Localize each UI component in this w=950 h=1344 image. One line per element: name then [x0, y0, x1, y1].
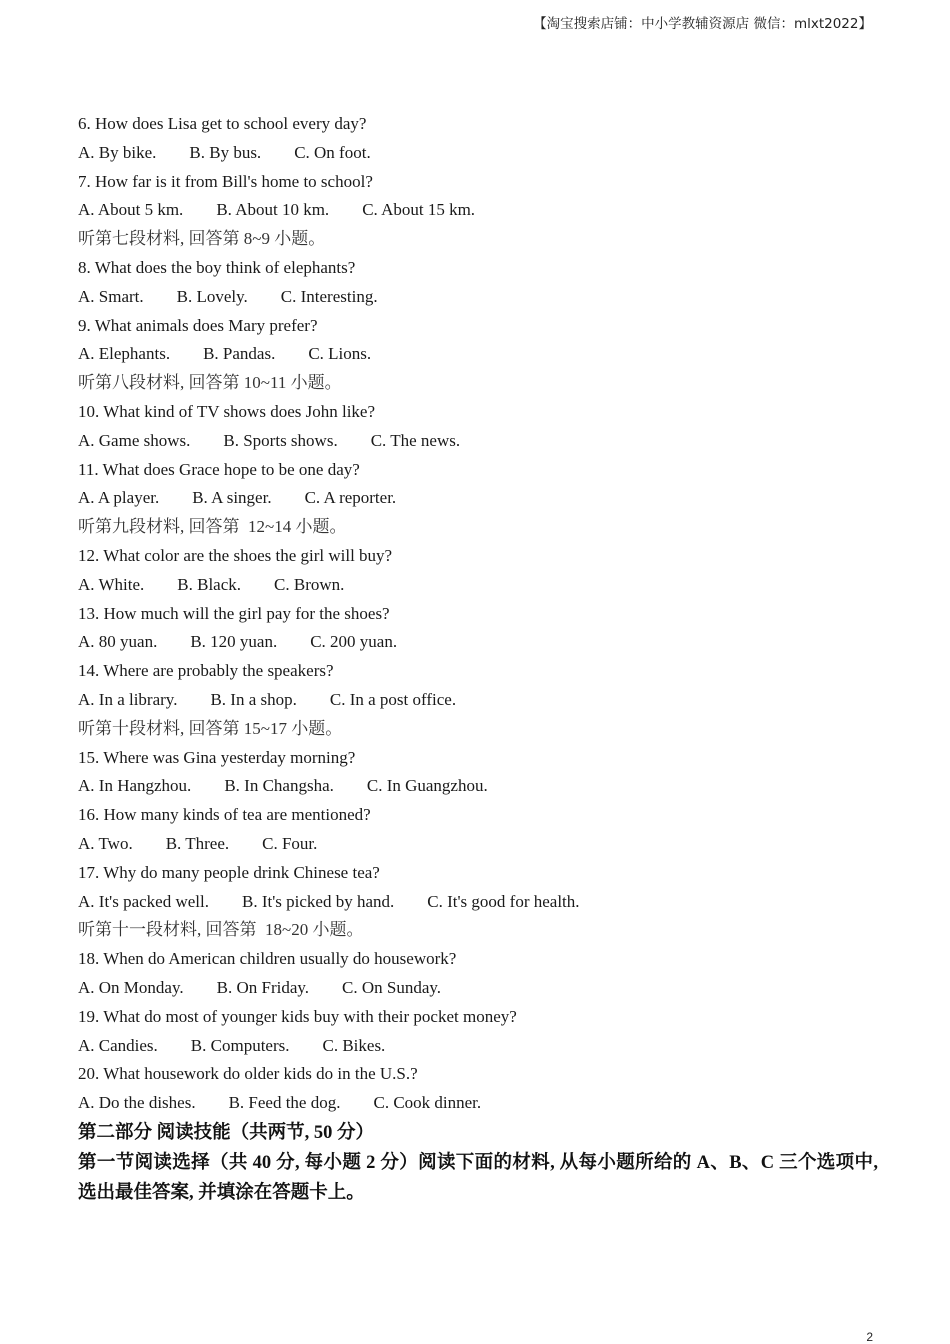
answer-option: A. Candies. [78, 1035, 158, 1055]
listening-instruction: 听第九段材料, 回答第 12~14 小题。 [78, 517, 347, 537]
answer-option: B. About 10 km. [216, 200, 330, 220]
answer-option: C. Lions. [308, 344, 372, 364]
answer-option: B. It's picked by hand. [242, 891, 395, 911]
answer-option: A. Elephants. [78, 344, 171, 364]
answer-option: A. In Hangzhou. [78, 776, 192, 796]
answer-option: C. The news. [370, 430, 461, 450]
listening-instruction: 听第八段材料, 回答第 10~11 小题。 [78, 373, 342, 393]
answer-options [78, 628, 878, 657]
answer-option: B. 120 yuan. [190, 632, 278, 652]
answer-option: C. Interesting. [280, 286, 378, 306]
answer-option: A. Two. [78, 833, 133, 853]
answer-option: A. By bike. [78, 142, 157, 162]
answer-option: B. In Changsha. [224, 776, 334, 796]
answer-option: B. Black. [177, 574, 242, 594]
answer-option: B. Pandas. [203, 344, 276, 364]
answer-option: B. Computers. [190, 1035, 290, 1055]
question-text: 6. How does Lisa get to school every day? [78, 114, 367, 133]
answer-option: C. In Guangzhou. [366, 776, 488, 796]
answer-option: C. About 15 km. [362, 200, 476, 220]
answer-option: C. Brown. [274, 574, 345, 594]
document-body [78, 110, 878, 1208]
answer-option: A. On Monday. [78, 977, 184, 997]
listening-instruction: 听第十段材料, 回答第 15~17 小题。 [78, 718, 343, 738]
question-text: 13. How much will the girl pay for the shoes? [78, 603, 390, 623]
question-text: 17. Why do many people drink Chinese tea? [78, 862, 380, 882]
answer-option: A. Do the dishes. [78, 1093, 196, 1113]
answer-option: B. Sports shows. [223, 430, 338, 450]
answer-options [78, 974, 878, 1003]
answer-options [78, 427, 878, 456]
listening-instruction: 听第七段材料, 回答第 8~9 小题。 [78, 229, 326, 249]
question-text: 16. How many kinds of tea are mentioned? [78, 805, 371, 825]
answer-option: C. A reporter. [304, 488, 397, 508]
answer-option: B. In a shop. [210, 689, 297, 709]
question-text: 14. Where are probably the speakers? [78, 661, 334, 681]
question-text: 9. What animals does Mary prefer? [78, 315, 318, 335]
answer-options [78, 196, 878, 225]
answer-options [78, 772, 878, 801]
answer-options [78, 340, 878, 369]
question-text: 15. Where was Gina yesterday morning? [78, 747, 356, 767]
answer-option: B. By bus. [189, 142, 262, 162]
answer-option: C. Bikes. [322, 1035, 386, 1055]
question-list [78, 110, 878, 1118]
answer-option: B. A singer. [192, 488, 272, 508]
answer-option: B. Three. [165, 833, 230, 853]
answer-options [78, 686, 878, 715]
answer-options [78, 830, 878, 859]
question-text: 18. When do American children usually do housework? [78, 949, 457, 969]
part-heading: 第二部分 阅读技能（共两节, 50 分） [78, 1122, 375, 1143]
answer-option: B. Feed the dog. [228, 1093, 341, 1113]
answer-option: C. Cook dinner. [373, 1093, 482, 1113]
answer-options [78, 1089, 878, 1118]
answer-option: C. 200 yuan. [310, 632, 398, 652]
answer-options [78, 484, 878, 513]
answer-option: A. Game shows. [78, 430, 191, 450]
answer-options [78, 571, 878, 600]
question-text: 8. What does the boy think of elephants? [78, 257, 356, 277]
answer-option: C. In a post office. [329, 689, 457, 709]
question-text: 7. How far is it from Bill's home to school? [78, 171, 373, 191]
question-text: 19. What do most of younger kids buy with their pocket money? [78, 1006, 517, 1026]
answer-option: A. In a library. [78, 689, 178, 709]
answer-option: B. On Friday. [216, 977, 310, 997]
page-header: 【淘宝搜索店铺：中小学教辅资源店 微信：mlxt2022】 [533, 16, 872, 32]
answer-option: A. It's packed well. [78, 891, 209, 911]
question-text: 12. What color are the shoes the girl will buy? [78, 545, 393, 565]
question-text: 10. What kind of TV shows does John like? [78, 401, 376, 421]
section-heading: 第一节阅读选择（共 40 分, 每小题 2 分）阅读下面的材料, 从每小题所给的 A、B、C 三个选项中, 选出最佳答案, 并填涂在答题卡上。 [78, 1152, 878, 1203]
answer-option: C. Four. [262, 833, 318, 853]
answer-option: A. A player. [78, 488, 160, 508]
answer-option: A. Smart. [78, 286, 144, 306]
answer-options [78, 139, 878, 168]
answer-option: B. Lovely. [176, 286, 248, 306]
answer-option: A. White. [78, 574, 145, 594]
answer-options [78, 1032, 878, 1061]
answer-options [78, 888, 878, 917]
page-number: 2 [866, 1330, 873, 1344]
answer-option: C. It's good for health. [427, 891, 580, 911]
answer-options [78, 283, 878, 312]
answer-option: C. On Sunday. [342, 977, 442, 997]
answer-option: A. 80 yuan. [78, 632, 158, 652]
answer-option: A. About 5 km. [78, 200, 184, 220]
listening-instruction: 听第十一段材料, 回答第 18~20 小题。 [78, 920, 364, 940]
question-text: 11. What does Grace hope to be one day? [78, 459, 360, 479]
answer-option: C. On foot. [294, 142, 371, 162]
question-text: 20. What housework do older kids do in the U.S.? [78, 1064, 418, 1084]
